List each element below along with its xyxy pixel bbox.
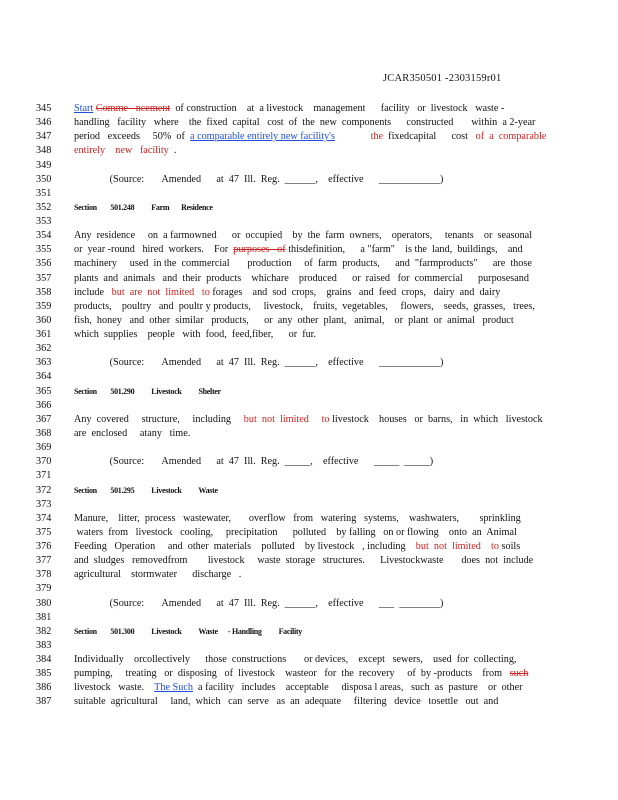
text-line: [36, 356, 528, 370]
highlighted-text: of a comparable: [475, 131, 547, 143]
section-heading-line: [36, 625, 528, 639]
line-number: 371: [36, 470, 52, 482]
line-number: 384: [36, 654, 52, 666]
text-run: forages and sod crops, grains and feed crops, dairy and dairy: [209, 286, 501, 298]
text-run: thisdefinition, a "farm" is the land, buildings, and: [285, 244, 523, 256]
line-number: 354: [36, 230, 52, 242]
text-run: include: [74, 286, 112, 298]
line-number: 358: [36, 286, 52, 298]
line-text: [74, 385, 221, 399]
line-number: 381: [36, 611, 52, 623]
highlighted-text: but not limited to: [243, 413, 330, 425]
line-text: [74, 554, 533, 568]
line-text: [74, 625, 302, 639]
text-run: [335, 131, 371, 142]
text-line: [36, 582, 528, 596]
text-run: Any covered structure, including: [74, 413, 244, 425]
line-number: 386: [36, 682, 52, 694]
line-text: [74, 102, 504, 116]
line-text: [74, 653, 516, 667]
text-run: (Source: Amended at 47 Ill. Reg. ______, effective ____________): [74, 173, 444, 185]
line-number: 359: [36, 300, 52, 312]
text-line: [36, 469, 528, 483]
text-run: fish, honey and other similar products, or any other plant, animal, or plant or animal product: [74, 314, 514, 326]
line-number: 370: [36, 456, 52, 468]
text-line: [36, 116, 536, 130]
text-line: [36, 427, 528, 441]
text-line: [36, 653, 528, 667]
text-line: [36, 512, 528, 526]
inserted-text: Start: [74, 103, 94, 114]
text-line: [36, 159, 528, 173]
line-number: 347: [36, 131, 52, 143]
text-run: Section 501.290 Livestock Shelter: [74, 386, 221, 396]
line-text: [74, 568, 241, 582]
line-number: 362: [36, 343, 52, 355]
line-text: [74, 667, 528, 681]
line-text: [74, 116, 535, 130]
line-number: 360: [36, 314, 52, 326]
line-number: 376: [36, 541, 52, 553]
text-run: Section 501.300 Livestock Waste - Handling Facility: [74, 626, 302, 636]
line-text: [74, 356, 443, 370]
text-line: [36, 597, 528, 611]
text-run: (Source: Amended at 47 Ill. Reg. ______, effective ___ ________): [74, 597, 444, 609]
line-text: [74, 201, 213, 215]
line-number: 372: [36, 484, 52, 496]
text-line: [36, 540, 528, 554]
highlighted-text: but are not limited to: [111, 286, 210, 298]
struck-text: Comme ncement: [95, 103, 171, 114]
text-line: [36, 328, 528, 342]
text-run: waters from livestock cooling, precipitation polluted by falling on or flowing onto an Animal: [74, 526, 517, 538]
line-number: 353: [36, 216, 52, 228]
text-line: [36, 130, 547, 144]
text-line: [36, 441, 528, 455]
section-heading-line: [36, 484, 528, 498]
line-text: [74, 130, 546, 144]
text-run: or year -round hired workers. For: [74, 244, 234, 256]
text-run: machinery used in the commercial production of farm products, and "farmproducts" are those: [74, 258, 532, 270]
text-line: [36, 144, 528, 158]
text-line: [36, 568, 528, 582]
line-number: 364: [36, 371, 52, 383]
inserted-text: a comparable entirely new facility's: [190, 131, 335, 143]
line-text: [74, 512, 521, 526]
text-line: [36, 526, 528, 540]
text-line: [36, 102, 528, 116]
text-run: and sludges removedfrom livestock waste storage structures. Livestockwaste does not include: [74, 555, 534, 567]
text-run: Section 501.248 Farm Residence: [74, 202, 213, 212]
line-number: 375: [36, 526, 52, 538]
text-run: are enclosed atany time.: [74, 427, 191, 439]
line-text: [74, 455, 433, 469]
line-number: 349: [36, 159, 52, 171]
text-run: Any residence on a farmowned or occupied by the farm owners, operators, tenants or seasonal: [74, 230, 533, 242]
line-text: [74, 229, 532, 243]
line-number: 357: [36, 272, 52, 284]
text-line: [36, 370, 528, 384]
line-number: 382: [36, 625, 52, 637]
line-text: [74, 286, 500, 300]
line-number: 352: [36, 201, 52, 213]
line-number: 355: [36, 244, 52, 256]
text-line: [36, 243, 528, 257]
text-line: [36, 498, 528, 512]
text-run: (Source: Amended at 47 Ill. Reg. ______, effective ____________): [74, 357, 444, 369]
text-run: livestock waste.: [74, 682, 155, 694]
line-number: 350: [36, 173, 52, 185]
text-line: [36, 611, 528, 625]
text-run: Individually orcollectively those constructions or devices, except sewers, used for collecting,: [74, 654, 517, 666]
line-number: 383: [36, 639, 52, 651]
line-text: [74, 144, 176, 158]
line-number: 368: [36, 427, 52, 439]
struck-text: purposes of: [233, 244, 286, 256]
text-line: [36, 229, 533, 243]
line-number: 348: [36, 145, 52, 157]
text-run: .: [168, 145, 177, 157]
text-run: Manure, litter, process wastewater, overflow from watering systems, washwaters, sprinkling: [74, 512, 521, 524]
text-run: soils: [498, 541, 521, 553]
text-run: Section 501.295 Livestock Waste: [74, 485, 218, 495]
line-number: 345: [36, 103, 52, 114]
line-number: 369: [36, 442, 52, 454]
line-text: [74, 173, 443, 187]
highlighted-text: the: [370, 131, 384, 143]
text-line: [36, 639, 528, 653]
text-run: (Source: Amended at 47 Ill. Reg. _____, effective _____ _____): [74, 456, 434, 468]
line-text: [74, 300, 535, 314]
text-line: [36, 314, 528, 328]
text-run: handling facility where the fixed capital cost of the new components constructed within a 2-year: [74, 117, 536, 129]
text-run: suitable agricultural land, which can serve as an adequate filtering device tosettle out and: [74, 696, 499, 708]
text-line: [36, 695, 528, 709]
text-run: which supplies people with food, feed,fiber, or fur.: [74, 329, 317, 341]
line-number: 365: [36, 385, 52, 397]
line-number: 363: [36, 357, 52, 369]
text-line: [36, 399, 528, 413]
text-run: fixedcapital cost: [383, 131, 476, 143]
line-number: 385: [36, 668, 52, 680]
line-number: 377: [36, 555, 52, 567]
text-run: pumping, treating or disposing of livestock wasteor for the recovery of by -products from: [74, 668, 510, 680]
line-number: 374: [36, 512, 52, 524]
line-text: [74, 243, 523, 257]
line-number: 373: [36, 498, 52, 510]
line-text: [74, 413, 543, 427]
line-number: 367: [36, 413, 52, 425]
line-number: 378: [36, 569, 52, 581]
line-text: [74, 314, 514, 328]
line-text: [74, 681, 523, 695]
highlighted-text: but not limited to: [415, 541, 499, 553]
line-text: [74, 695, 498, 709]
text-line: [36, 286, 528, 300]
text-line: [36, 187, 528, 201]
text-line: [36, 215, 528, 229]
section-heading-line: [36, 201, 528, 215]
text-run: of construction at a livestock management facility or livestock waste -: [170, 103, 505, 114]
text-run: livestock houses or barns, in which livestock: [329, 413, 543, 425]
line-number: 379: [36, 583, 52, 595]
text-run: a facility includes acceptable disposa l areas, such as pasture or other: [192, 682, 523, 694]
line-number: 380: [36, 597, 52, 609]
line-text: [74, 540, 520, 554]
line-text: [74, 272, 529, 286]
text-line: [36, 681, 528, 695]
text-run: Feeding Operation and other materials polluted by livestock , including: [74, 541, 416, 553]
text-line: [36, 413, 543, 427]
struck-text: such: [509, 668, 529, 680]
highlighted-text: entirely new facility: [74, 145, 169, 157]
line-number: 361: [36, 329, 52, 341]
line-number: 356: [36, 258, 52, 270]
line-text: [74, 597, 443, 611]
section-heading-line: [36, 385, 528, 399]
document-id-header: JCAR350501 -2303159r01: [383, 73, 502, 84]
line-text: [74, 328, 316, 342]
text-line: [36, 300, 535, 314]
line-number: 387: [36, 696, 52, 708]
text-run: agricultural stormwater discharge .: [74, 569, 242, 581]
line-text: [74, 427, 190, 441]
line-text: [74, 257, 532, 271]
text-run: products, poultry and poultr y products, livestock, fruits, vegetables, flowers, seeds, grasses, trees,: [74, 300, 535, 312]
inserted-text: The Such: [154, 682, 193, 694]
text-run: plants and animals and their products whichare produced or raised for commercial purposesand: [74, 272, 529, 284]
line-number: 346: [36, 117, 52, 129]
text-line: [36, 667, 528, 681]
line-text: [74, 526, 517, 540]
text-line: [36, 257, 532, 271]
text-line: [36, 455, 528, 469]
text-line: [36, 272, 528, 286]
line-number: 351: [36, 187, 52, 199]
line-number: 366: [36, 399, 52, 411]
text-line: [36, 554, 534, 568]
line-text: [74, 484, 218, 498]
text-line: [36, 342, 528, 356]
text-line: [36, 173, 528, 187]
text-run: period exceeds 50% of: [74, 131, 190, 143]
